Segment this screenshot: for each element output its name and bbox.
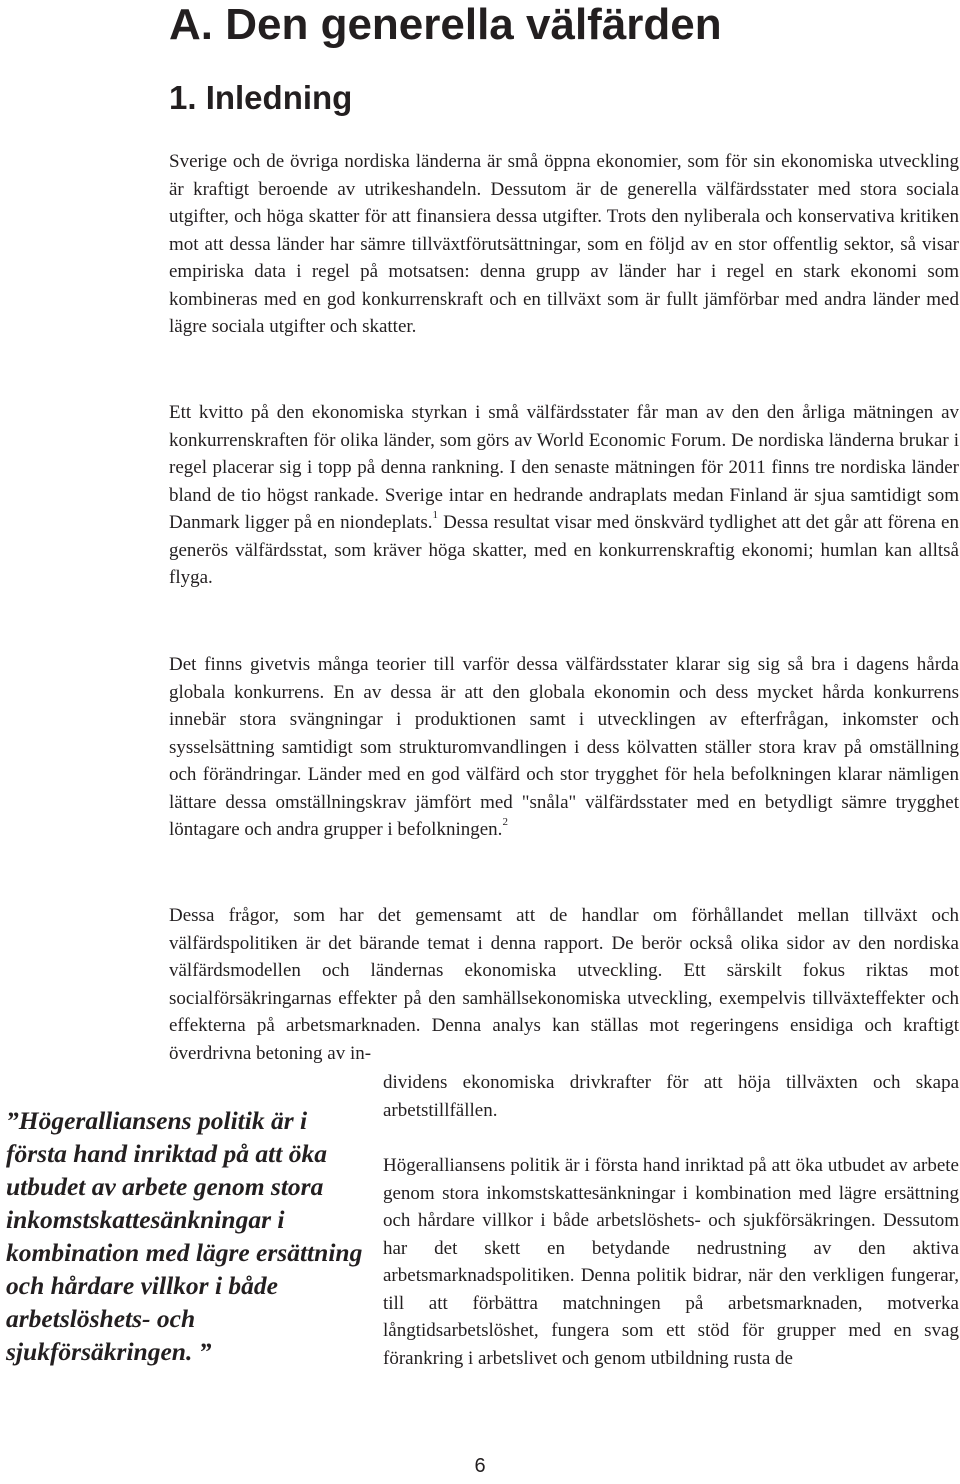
- paragraph-government-policy: Högeralliansens politik är i första hand inriktad på att öka utbudet av arbete genom stora inkomstskattesänkningar i kombination med lägre ersättning och hårdare villkor i både arbetslöshets- och sjukförsäkringen. Dessutom har det skett en betydande nedrustning av den aktiva arbetsmarknadspolitiken. Denna politik bidrar, när den verkligen fungerar, till att förbättra matchningen på arbetsmarknaden, motverka långtidsarbetslöshet, fungera som ett stöd för grupper med en svag förankring i arbetslivet och genom utbildning rusta de: [383, 1155, 959, 1369]
- section-title: A. Den generella välfärden: [169, 0, 722, 49]
- page-number: 6: [474, 1455, 486, 1477]
- footnote-ref-1: 1: [432, 509, 439, 521]
- paragraph-report-theme: Dessa frågor, som har det gemensamt att de handlar om förhållandet mellan tillväxt och välfärdspolitiken är det bärande temat i denna rapport. De berör också olika sidor av den nordiska välfärdsmodellen och ländernas ekonomiska utveckling. Ett särskilt fokus riktas mot socialförsäkringarnas effekter på den samhällsekonomiska utveckling, exempelvis tillväxteffekter och effekterna på arbetsmarknaden. Denna analys kan ställas mot regeringens ensidiga och kraftigt överdrivna betoning av in-: [169, 905, 959, 1064]
- paragraph-competitiveness-part2: Dessa resultat visar med önskvärd tydlighet att det går att förena en generös välfärdsstat, som kräver höga skatter, med en konkurrenskraftig ekonomi; humlan kan alltså flyga.: [169, 512, 959, 588]
- paragraph-intro: Sverige och de övriga nordiska länderna är små öppna ekonomier, som för sin ekonomiska utveckling är kraftigt beroende av utrikeshandeln. Dessutom är de generella välfärdsstater med stora sociala utgifter, och höga skatter för att finansiera dessa utgifter. Trots den nyliberala och konservativa kritiken mot att dessa länder har sämre tillväxtförutsättningar, som en följd av en stor offentlig sektor, så visar empiriska data i regel på motsatsen: denna grupp av länder har i regel en stark ekonomi som kombineras med en god konkurrenskraft och en tillväxt som är fullt jämförbar med andra länder med lägre sociala utgifter och skatter.: [169, 151, 959, 337]
- paragraph-report-theme-continued: dividens ekonomiska drivkrafter för att höja tillväxten och skapa arbetstillfällen.: [383, 1072, 959, 1121]
- paragraph-theories: [169, 651, 959, 844]
- paragraph-competitiveness-part1: Ett kvitto på den ekonomiska styrkan i små välfärdsstater får man av den den årliga mätningen av konkurrenskraften för olika länder, som görs av World Economic Forum. De nordiska länderna brukar i regel placerar sig i topp på denna rankning. I den senaste mätningen för 2011 finns tre nordiska länder bland de tio högst rankade. Sverige intar en hedrande andraplats medan Finland är sjua samtidigt som Danmark ligger på en niondeplats.: [169, 402, 959, 533]
- paragraph-theories-text: Det finns givetvis många teorier till varför dessa välfärdsstater klarar sig sig så bra i dagens hårda globala konkurrens. En av dessa är att den globala ekonomin och dess mycket hårda konkurrens innebär stora svängningar i produktionen samt i utvecklingen av efterfrågan, inkomster och sysselsättning samtidigt som strukturomvandlingen i dess kölvatten ställer stora krav på omställning och förändringar. Länder med en god välfärd och stor trygghet för hela befolkningen klarar nämligen lättare dessa omställningskrav jämfört med "snåla" välfärdsstater med en betydligt sämre trygghet löntagare och andra grupper i befolkningen.: [169, 654, 959, 840]
- pull-quote: ”Högeralliansens politik är i första hand inriktad på att öka utbudet av arbete genom stora inkomstskattesänkningar i kombination med lägre ersättning och hårdare villkor i både arbetslöshets- och sjukförsäkringen. ”: [6, 1106, 363, 1366]
- paragraph-competitiveness: [169, 399, 959, 592]
- footnote-ref-2: 2: [502, 816, 508, 828]
- chapter-heading: 1. Inledning: [169, 79, 353, 116]
